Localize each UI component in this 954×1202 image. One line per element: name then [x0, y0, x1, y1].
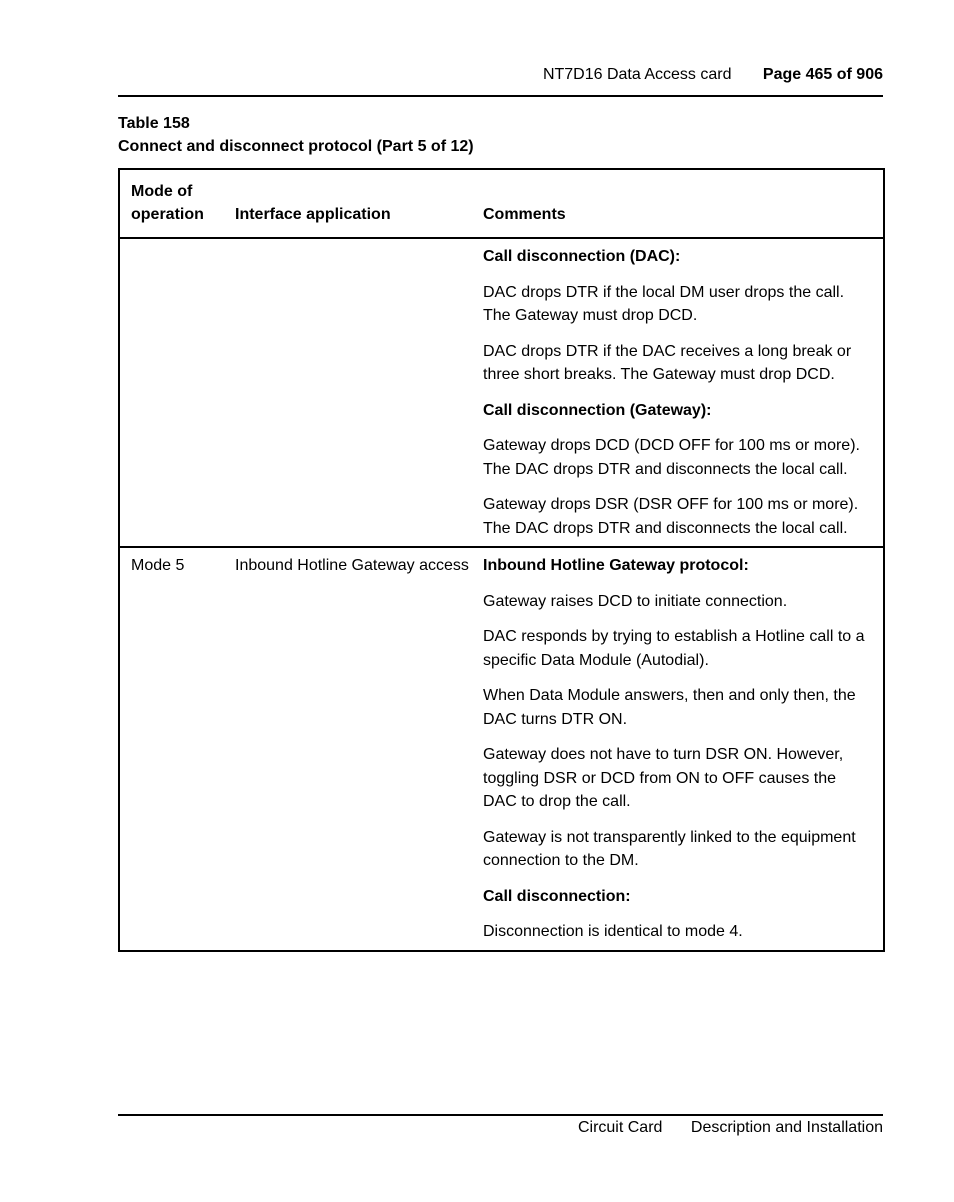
footer-right: Description and Installation — [690, 1119, 883, 1136]
footer-left: Circuit Card — [577, 1119, 663, 1136]
page-header — [543, 64, 883, 86]
comment-paragraph: Gateway drops DSR (DSR OFF for 100 ms or more). The DAC drops DTR and disconnects the local call. — [483, 496, 859, 537]
comment-paragraph: DAC drops DTR if the local DM user drops the call. The Gateway must drop DCD. — [483, 283, 845, 324]
comment-heading: Inbound Hotline Gateway protocol: — [483, 557, 749, 574]
table-caption — [118, 112, 474, 158]
table-title: Connect and disconnect protocol (Part 5 of 12) — [118, 138, 474, 155]
comment-paragraph: Gateway drops DCD (DCD OFF for 100 ms or more). The DAC drops DTR and disconnects the local call. — [483, 437, 860, 478]
cell-mode: Mode 5 — [131, 557, 185, 574]
header-interface: Interface application — [224, 169, 472, 238]
comment-paragraph: DAC responds by trying to establish a Hotline call to a specific Data Module (Autodial). — [483, 628, 865, 669]
header-rule — [118, 95, 883, 97]
cell-comments — [472, 238, 884, 547]
comment-paragraph: Gateway does not have to turn DSR ON. However, toggling DSR or DCD from ON to OFF causes the DAC to drop the call. — [483, 746, 844, 810]
protocol-table — [118, 168, 885, 952]
cell-comments — [472, 547, 884, 951]
cell-mode — [119, 238, 224, 547]
table-row — [119, 238, 884, 547]
document-title: NT7D16 Data Access card — [542, 66, 732, 83]
cell-interface — [224, 238, 472, 547]
table-header-row — [119, 169, 884, 238]
comment-paragraph: DAC drops DTR if the DAC receives a long break or three short breaks. The Gateway must drop DCD. — [483, 342, 852, 383]
comment-paragraph: When Data Module answers, then and only then, the DAC turns DTR ON. — [483, 687, 856, 728]
header-mode-line1: Mode of — [131, 183, 193, 200]
header-comments: Comments — [472, 169, 884, 238]
comment-paragraph: Gateway raises DCD to initiate connection. — [483, 592, 788, 610]
comment-heading: Call disconnection (DAC): — [483, 248, 681, 265]
header-mode — [119, 169, 224, 238]
comment-heading: Call disconnection: — [483, 887, 631, 905]
table-number: Table 158 — [118, 115, 190, 132]
footer-rule — [118, 1114, 883, 1116]
page-footer — [578, 1117, 883, 1139]
cell-interface: Inbound Hotline Gateway access — [235, 557, 469, 574]
table-row — [119, 547, 884, 951]
comment-heading: Call disconnection (Gateway): — [483, 401, 712, 419]
header-mode-line2: operation — [131, 206, 204, 223]
comment-paragraph: Disconnection is identical to mode 4. — [483, 923, 743, 940]
comment-paragraph: Gateway is not transparently linked to the equipment connection to the DM. — [483, 828, 856, 869]
page-number: Page 465 of 906 — [762, 66, 883, 83]
